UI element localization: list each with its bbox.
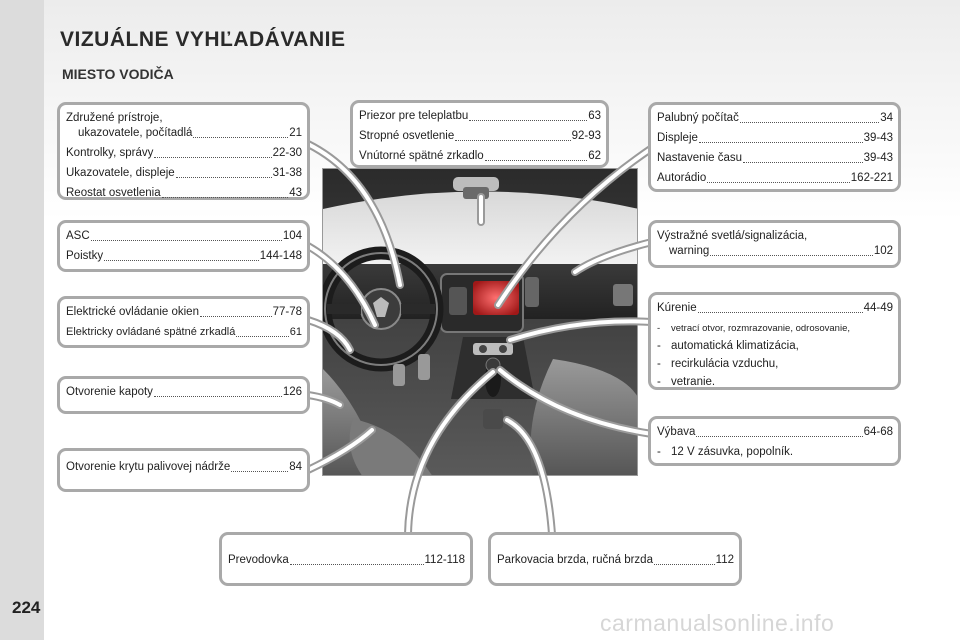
- dot-leader: [696, 436, 862, 437]
- callout-overhead: [350, 100, 609, 168]
- entry-page: 112: [715, 554, 734, 566]
- entry-row: [657, 244, 893, 259]
- dot-leader: [154, 396, 282, 397]
- entry-page: 112-118: [424, 554, 465, 566]
- callout-asc: [57, 220, 310, 272]
- entry-page: 162-221: [850, 172, 893, 184]
- callout-heating: [648, 292, 901, 390]
- dot-leader: [231, 471, 288, 472]
- entry-label: Vnútorné spätné zrkadlo: [359, 150, 484, 162]
- bullet-item: [657, 357, 893, 372]
- page-number: 224: [12, 598, 41, 617]
- dot-leader: [290, 564, 424, 565]
- dot-leader: [699, 142, 863, 143]
- entry-row: [657, 111, 893, 126]
- page-margin-strip: [0, 0, 44, 640]
- bullet-text: recirkulácia vzduchu,: [671, 358, 779, 370]
- bullet-dash: -: [657, 323, 661, 334]
- dot-leader: [236, 336, 288, 337]
- entry-label: Otvorenie krytu palivovej nádrže: [66, 461, 231, 473]
- entry-page: 63: [588, 110, 601, 122]
- dot-leader: [162, 197, 289, 198]
- bullet-item: [657, 321, 893, 336]
- entry-row: [66, 229, 302, 244]
- dot-leader: [193, 137, 288, 138]
- callout-equipment: [648, 416, 901, 466]
- entry-page: 144-148: [259, 250, 302, 262]
- dashboard-illustration: [323, 169, 638, 476]
- entry-page: 62: [588, 150, 601, 162]
- entry-page: 43: [289, 187, 302, 199]
- entry-label: Palubný počítač: [657, 112, 739, 124]
- entry-row: [66, 186, 302, 201]
- entry-row: [657, 151, 893, 166]
- entry-page: 126: [282, 386, 302, 398]
- entry-row: [66, 460, 302, 475]
- bullet-dash: -: [657, 376, 661, 388]
- callout-instruments: [57, 102, 310, 200]
- entry-page: 104: [282, 230, 302, 242]
- entry-label: Elektricky ovládané spätné zrkadlá: [66, 326, 236, 338]
- entry-row: [66, 385, 302, 400]
- entry-page: 34: [880, 112, 893, 124]
- entry-row: [66, 305, 302, 320]
- entry-page: 44-49: [863, 302, 893, 314]
- watermark: carmanualsonline.info: [600, 610, 835, 636]
- entry-row: [657, 425, 893, 440]
- entry-label: Parkovacia brzda, ručná brzda: [497, 554, 653, 566]
- entry-label: Autorádio: [657, 172, 707, 184]
- entry-row: [66, 325, 302, 340]
- bullet-text: 12 V zásuvka, popolník.: [671, 446, 794, 458]
- entry-label: warning: [669, 245, 710, 257]
- page-title: VIZUÁLNE VYHĽADÁVANIE: [60, 28, 346, 51]
- bullet-text: vetrací otvor, rozmrazovanie, odrosovanie,: [671, 323, 851, 334]
- entry-row: [66, 146, 302, 161]
- entry-page: 102: [873, 245, 893, 257]
- bullet-dash: -: [657, 340, 661, 352]
- entry-row: [657, 171, 893, 186]
- entry-label: Prevodovka: [228, 554, 289, 566]
- entry-row: [497, 553, 734, 568]
- entry-page: 77-78: [272, 306, 302, 318]
- dot-leader: [469, 120, 587, 121]
- bullet-item: [657, 375, 893, 390]
- callout-windows: [57, 296, 310, 348]
- bullet-dash: -: [657, 358, 661, 370]
- entry-page: 61: [289, 326, 302, 338]
- callout-parking-brake: [488, 532, 742, 586]
- callout-hood: [57, 376, 310, 414]
- callout-computer: [648, 102, 901, 192]
- entry-row: [657, 301, 893, 316]
- dot-leader: [104, 260, 259, 261]
- entry-label: Priezor pre teleplatbu: [359, 110, 469, 122]
- entry-label: Združené prístroje,: [66, 112, 163, 124]
- entry-row: [359, 129, 601, 144]
- bullet-text: automatická klimatizácia,: [671, 340, 799, 352]
- dot-leader: [154, 157, 271, 158]
- entry-row: [359, 149, 601, 164]
- entry-row: [66, 249, 302, 264]
- dot-leader: [710, 255, 873, 256]
- entry-row: [228, 553, 465, 568]
- bullet-text: vetranie.: [671, 376, 716, 388]
- callout-warning: [648, 220, 901, 268]
- entry-label: ukazovatele, počítadlá: [78, 127, 193, 139]
- entry-label: Poistky: [66, 250, 104, 262]
- dot-leader: [707, 182, 850, 183]
- entry-page: 64-68: [863, 426, 893, 438]
- bullet-dash: -: [657, 446, 661, 458]
- entry-label: Reostat osvetlenia: [66, 187, 161, 199]
- entry-row: [66, 166, 302, 181]
- section-title: MIESTO VODIČA: [62, 66, 174, 82]
- entry-page: 92-93: [571, 130, 601, 142]
- entry-page: 39-43: [863, 132, 893, 144]
- dot-leader: [91, 240, 282, 241]
- dot-leader: [455, 140, 570, 141]
- entry-row: [66, 126, 302, 141]
- callout-fuel: [57, 448, 310, 492]
- entry-label: Ukazovatele, displeje: [66, 167, 175, 179]
- entry-label: Výstražné svetlá/signalizácia,: [657, 230, 808, 242]
- entry-page: 21: [289, 127, 302, 139]
- bullet-item: [657, 445, 893, 460]
- bullet-item: [657, 339, 893, 354]
- entry-label: Stropné osvetlenie: [359, 130, 455, 142]
- dot-leader: [200, 316, 272, 317]
- entry-row: [359, 109, 601, 124]
- entry-row: [657, 131, 893, 146]
- entry-label: Otvorenie kapoty: [66, 386, 153, 398]
- entry-label: ASC: [66, 230, 90, 242]
- dot-leader: [743, 162, 863, 163]
- dashboard-photo: [322, 168, 638, 476]
- entry-page: 22-30: [272, 147, 302, 159]
- dot-leader: [740, 122, 879, 123]
- entry-page: 39-43: [863, 152, 893, 164]
- entry-label: Kúrenie: [657, 302, 697, 314]
- entry-label: Displeje: [657, 132, 698, 144]
- callout-gearbox: [219, 532, 473, 586]
- entry-page: 84: [289, 461, 302, 473]
- entry-page: 31-38: [272, 167, 302, 179]
- entry-label: Kontrolky, správy: [66, 147, 154, 159]
- dot-leader: [698, 312, 863, 313]
- dot-leader: [176, 177, 272, 178]
- entry-label: Elektrické ovládanie okien: [66, 306, 199, 318]
- entry-label: Výbava: [657, 426, 696, 438]
- dot-leader: [485, 160, 588, 161]
- entry-label: Nastavenie času: [657, 152, 743, 164]
- dot-leader: [654, 564, 715, 565]
